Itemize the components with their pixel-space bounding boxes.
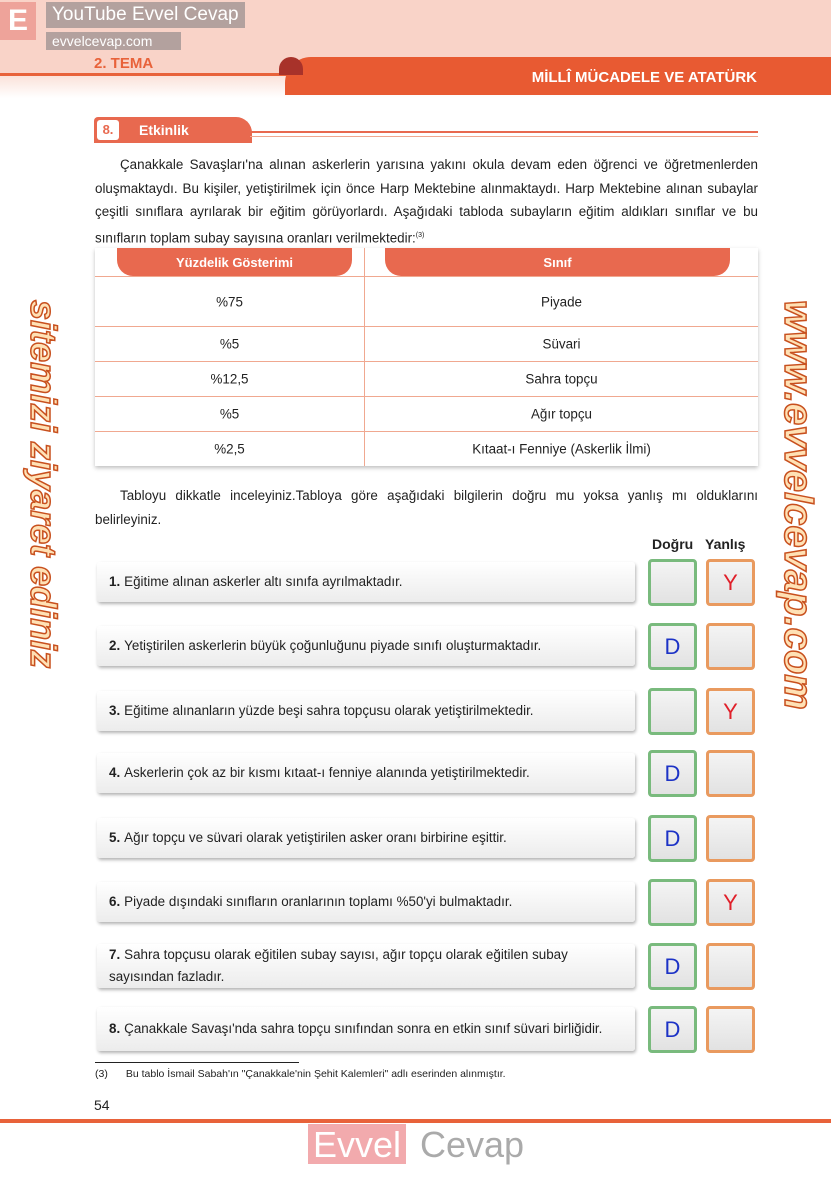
statement-number: 6. xyxy=(109,894,121,909)
statement-text xyxy=(109,827,507,849)
statement-6 xyxy=(97,882,635,922)
site-label: evvelcevap.com xyxy=(46,32,181,50)
statement-label: Ağır topçu ve süvari olarak yetiştirilen asker oranı birbirine eşittir. xyxy=(124,830,507,845)
activity-title xyxy=(94,117,252,143)
statement-number: 5. xyxy=(109,830,121,845)
statement-number: 8. xyxy=(109,1021,121,1036)
footer-logo-evvel: Evvel xyxy=(308,1124,406,1164)
table-row xyxy=(95,396,758,431)
statement-label: Çanakkale Savaşı'nda sahra topçu sınıfından sonra en etkin sınıf süvari birliğidir. xyxy=(124,1021,603,1036)
table-row xyxy=(95,431,758,466)
true-answer-box[interactable]: D xyxy=(648,750,697,797)
false-answer-box[interactable] xyxy=(706,943,755,990)
statement-3 xyxy=(97,691,635,731)
false-answer-box[interactable] xyxy=(706,623,755,670)
evvel-logo-icon: E xyxy=(0,2,36,40)
statement-number: 7. xyxy=(109,947,121,962)
statement-label: Eğitime alınan askerler altı sınıfa ayrılmaktadır. xyxy=(124,574,403,589)
statement-label: Sahra topçusu olarak eğitilen subay sayısı, ağır topçu olarak eğitilen subay sayısından fazladır. xyxy=(109,947,568,984)
statement-8 xyxy=(97,1007,635,1051)
class-cell: Sahra topçu xyxy=(525,371,598,387)
percent-cell: %2,5 xyxy=(214,441,245,457)
theme-bar xyxy=(285,57,831,95)
statement-1 xyxy=(97,562,635,602)
table-header-class: Sınıf xyxy=(385,248,730,276)
table-header-percent: Yüzdelik Gösterimi xyxy=(117,248,352,276)
table-row xyxy=(95,276,758,326)
statement-text xyxy=(109,762,530,784)
column-header-false: Yanlış xyxy=(705,536,746,552)
class-cell: Kıtaat-ı Fenniye (Askerlik İlmi) xyxy=(472,441,651,457)
false-answer-box[interactable] xyxy=(706,1006,755,1053)
instruction-paragraph: Tabloyu dikkatle inceleyiniz.Tabloya göre aşağıdaki bilgilerin doğru mu yoksa yanlış mı olduklarını belirleyiniz. xyxy=(95,488,758,527)
statement-label: Piyade dışındaki sınıfların oranlarının toplamı %50'yi bulmaktadır. xyxy=(124,894,513,909)
statement-2 xyxy=(97,626,635,666)
statement-4 xyxy=(97,753,635,793)
true-answer-box[interactable] xyxy=(648,688,697,735)
false-answer-box[interactable]: Y xyxy=(706,688,755,735)
percent-cell: %75 xyxy=(216,294,243,309)
statement-number: 2. xyxy=(109,638,121,653)
false-answer-box[interactable] xyxy=(706,815,755,862)
percent-cell: %5 xyxy=(219,336,240,352)
statement-text xyxy=(109,891,512,913)
percent-cell: %12,5 xyxy=(210,371,249,387)
theme-title: MİLLÎ MÜCADELE VE ATATÜRK xyxy=(531,69,757,86)
activity-label: Etkinlik xyxy=(139,122,189,138)
intro-text: Çanakkale Savaşları'na alınan askerlerin yarısına yakını okula devam eden öğrenci ve öğretmenlerden oluşmaktaydı. Bu kişiler, yetiştirilmek için önce Harp Mektebine alınmaktaydı. Harp Mektebine alınan subaylar çeşitli sınıflara ayrılarak bir eğitim görüyorlardı. Aşağıdaki tabloda subayların eğitim aldıkları sınıflar ve bu sınıfların toplam subay sayısına oranları verilmektedir: xyxy=(95,157,758,245)
footer-line xyxy=(0,1119,831,1123)
true-answer-box[interactable] xyxy=(648,879,697,926)
percent-cell: %5 xyxy=(219,406,240,422)
statement-text xyxy=(109,700,534,722)
false-answer-box[interactable]: Y xyxy=(706,559,755,606)
page-number: 54 xyxy=(94,1097,110,1113)
true-answer-box[interactable] xyxy=(648,559,697,606)
divider xyxy=(250,131,758,133)
youtube-label: YouTube Evvel Cevap xyxy=(46,2,245,28)
footnote-divider xyxy=(95,1062,299,1063)
tema-label: 2. TEMA xyxy=(94,55,154,72)
statement-label: Eğitime alınanların yüzde beşi sahra topçusu olarak yetiştirilmektedir. xyxy=(124,703,534,718)
true-answer-box[interactable]: D xyxy=(648,623,697,670)
column-header-true: Doğru xyxy=(652,536,694,552)
statement-number: 4. xyxy=(109,765,121,780)
footnote-text: Bu tablo İsmail Sabah'ın "Çanakkale'nin Şehit Kalemleri" adlı eserinden alınmıştır. xyxy=(125,1068,506,1080)
statement-text xyxy=(109,635,541,657)
statement-number: 3. xyxy=(109,703,121,718)
class-cell: Ağır topçu xyxy=(530,406,593,422)
footnote-ref: (3) xyxy=(415,231,425,239)
statement-label: Yetiştirilen askerlerin büyük çoğunluğunu piyade sınıfı oluşturmaktadır. xyxy=(124,638,542,653)
false-answer-box[interactable] xyxy=(706,750,755,797)
true-answer-box[interactable]: D xyxy=(648,1006,697,1053)
watermark-visit: sitemizi ziyaret ediniz xyxy=(23,300,64,669)
footer-logo-cevap: Cevap xyxy=(420,1124,525,1165)
class-cell: Piyade xyxy=(541,294,582,309)
table-row xyxy=(95,326,758,361)
statement-label: Askerlerin çok az bir kısmı kıtaat-ı fenniye alanında yetiştirilmektedir. xyxy=(124,765,530,780)
table-row xyxy=(95,361,758,396)
statement-text xyxy=(109,944,623,988)
statement-5 xyxy=(97,818,635,858)
intro-paragraph xyxy=(95,153,758,249)
footnote-mark: (3) xyxy=(95,1068,108,1080)
true-answer-box[interactable]: D xyxy=(648,943,697,990)
theme-bar-tab xyxy=(279,57,303,75)
false-answer-box[interactable]: Y xyxy=(706,879,755,926)
statement-text xyxy=(109,571,403,593)
statement-7 xyxy=(97,944,635,988)
watermark-site: www.evvelcevap.com xyxy=(776,300,820,710)
percentage-table xyxy=(95,248,758,466)
statement-number: 1. xyxy=(109,574,121,589)
divider xyxy=(250,136,758,137)
activity-number: 8. xyxy=(97,120,119,140)
true-answer-box[interactable]: D xyxy=(648,815,697,862)
class-cell: Süvari xyxy=(542,336,581,352)
footnote xyxy=(95,1068,524,1080)
statement-text xyxy=(109,1018,602,1040)
